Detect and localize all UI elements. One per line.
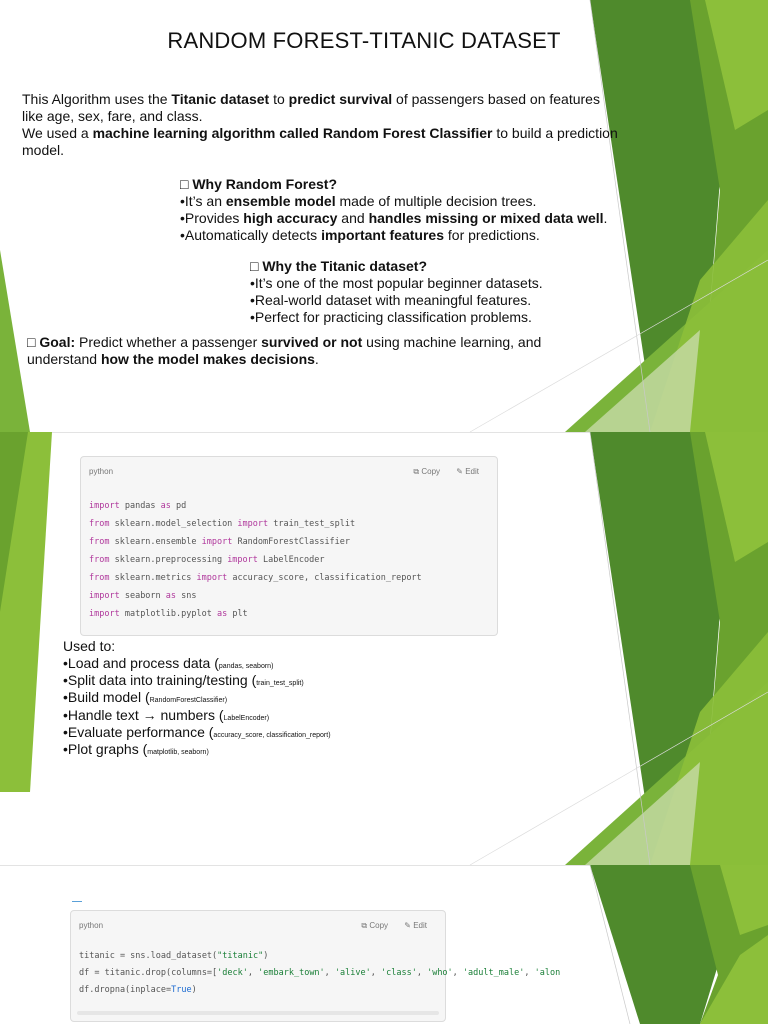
code-line: df.dropna(inplace=True) xyxy=(79,985,197,995)
why-titanic-section: □ Why the Titanic dataset? •It’s one of the most popular beginner datasets. •Real-world dataset with meaningful features. •Perfect for practicing classification problems. xyxy=(250,258,543,325)
imports-code-block xyxy=(80,456,498,636)
code-line: titanic = sns.load_dataset("titanic") xyxy=(79,951,269,961)
code-line: from sklearn.ensemble import RandomForestClassifier xyxy=(89,537,351,547)
page-title: RANDOM FOREST-TITANIC DATASET xyxy=(167,28,561,53)
list-item: •Evaluate performance (accuracy_score, classification_report) xyxy=(63,724,331,740)
code-line: import matplotlib.pyplot as plt xyxy=(89,609,248,619)
slide-3 xyxy=(0,865,768,1024)
edit-button[interactable]: ✎ Edit xyxy=(456,467,479,476)
horizontal-scrollbar[interactable] xyxy=(77,1011,439,1015)
copy-button[interactable]: ⧉ Copy xyxy=(413,467,441,476)
code-language-label: python xyxy=(79,921,104,930)
edit-button[interactable]: ✎ Edit xyxy=(404,921,427,930)
code-line: import pandas as pd xyxy=(89,501,187,511)
list-item: •Build model (RandomForestClassifier) xyxy=(63,689,228,705)
list-item: •Handle text → numbers (LabelEncoder) xyxy=(63,707,270,723)
copy-button[interactable]: ⧉ Copy xyxy=(361,921,389,930)
list-item: •Load and process data (pandas, seaborn) xyxy=(63,655,274,671)
list-item: •Plot graphs (matplotlib, seaborn) xyxy=(63,741,209,757)
code-actions xyxy=(399,467,479,477)
slide-1 xyxy=(0,0,768,432)
slide-2 xyxy=(0,432,768,865)
load-data-code-block xyxy=(70,910,561,1022)
code-line: from sklearn.preprocessing import LabelEncoder xyxy=(89,555,325,565)
intro-paragraph: This Algorithm uses the Titanic dataset to predict survival of passengers based on features like age, sex, fare, and class. We used a machine learning algorithm called Random Forest Classifier to build a prediction model. xyxy=(22,91,618,158)
code-line: df = titanic.drop(columns=['deck', 'embark_town', 'alive', 'class', 'who', 'adult_male', 'alon xyxy=(79,968,561,978)
code-actions xyxy=(347,921,427,931)
code-line: from sklearn.metrics import accuracy_score, classification_report xyxy=(89,573,422,583)
why-random-forest-section: □ Why Random Forest? •It’s an ensemble model made of multiple decision trees. •Provides high accuracy and handles missing or mixed data well. •Automatically detects important features for predictions. xyxy=(180,176,608,243)
code-line: import seaborn as sns xyxy=(89,591,197,601)
goal-section: □ Goal: Predict whether a passenger survived or not using machine learning, and understand how the model makes decisions. xyxy=(27,334,542,367)
code-line: from sklearn.model_selection import train_test_split xyxy=(89,519,356,529)
list-item: •Split data into training/testing (train_test_split) xyxy=(63,672,304,688)
accent-mark xyxy=(72,901,82,902)
used-to-heading: Used to: xyxy=(63,638,116,654)
code-language-label: python xyxy=(89,467,114,476)
